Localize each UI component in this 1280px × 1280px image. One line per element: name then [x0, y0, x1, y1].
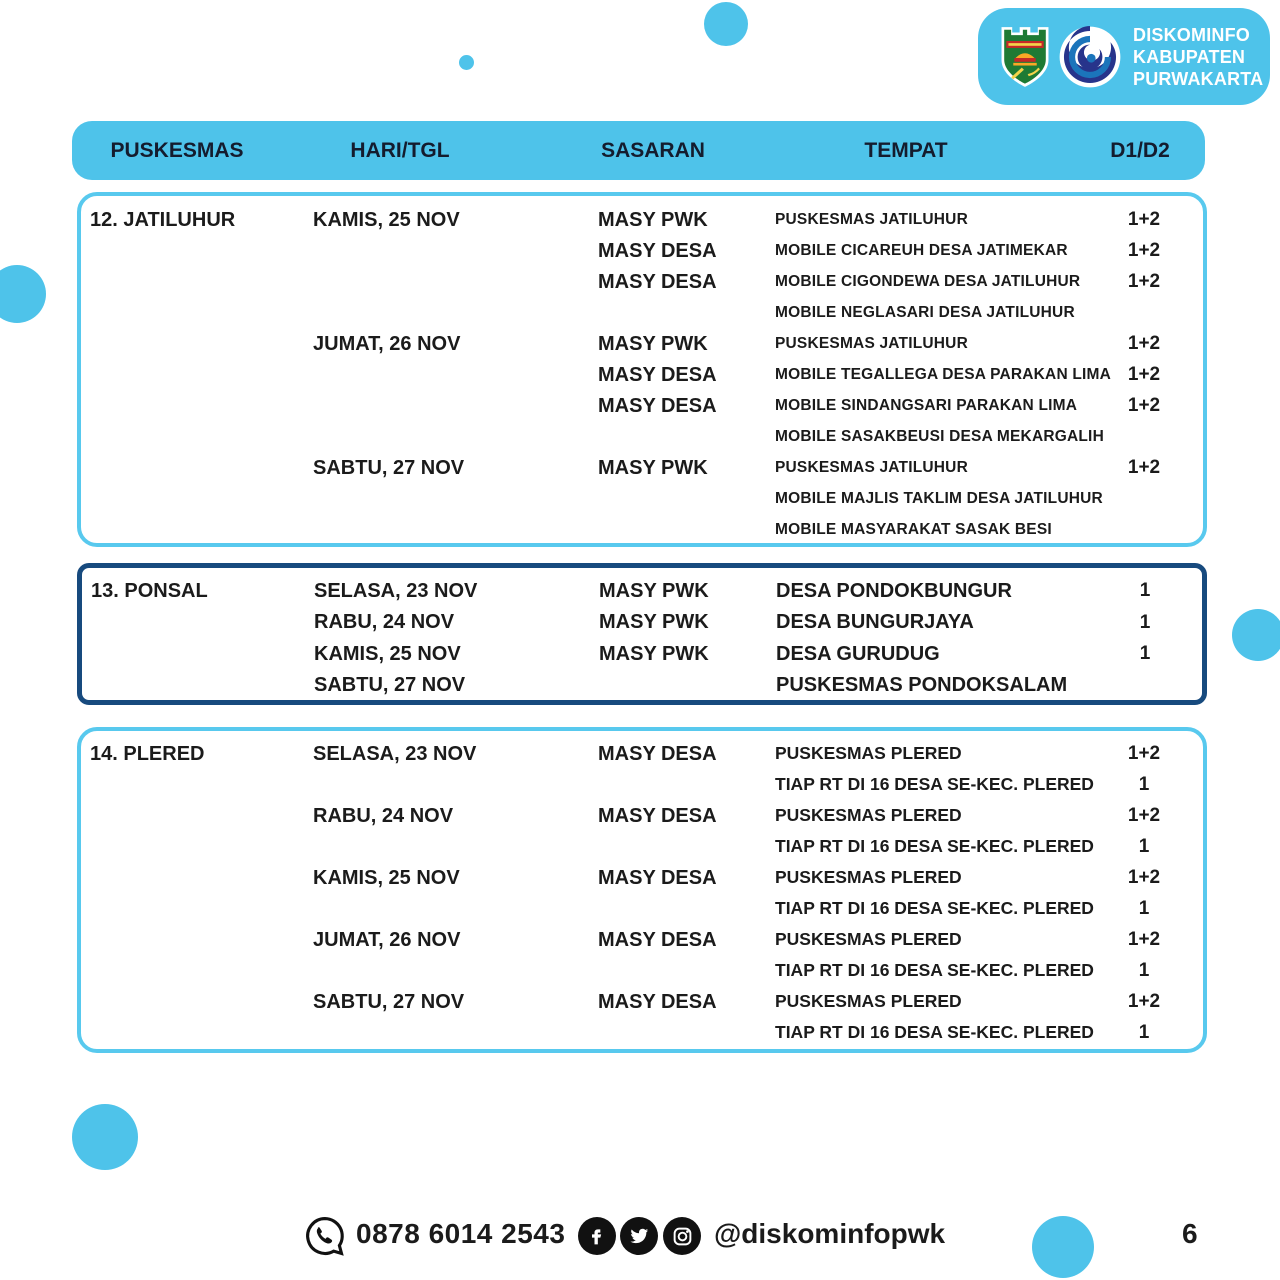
phone-number: 0878 6014 2543 [356, 1218, 566, 1249]
dosis-cell: 1+2 [1127, 364, 1161, 385]
tempat-cell: MOBILE CIGONDEWA DESA JATILUHUR [775, 272, 1081, 290]
hari-tgl-cell: JUMAT, 26 NOV [313, 928, 461, 951]
tempat-cell: TIAP RT DI 16 DESA SE-KEC. PLERED [775, 897, 1094, 918]
tempat-cell: MOBILE MASYARAKAT SASAK BESI [775, 520, 1052, 538]
footer [0, 1210, 1280, 1270]
table-row [82, 575, 1202, 607]
hari-tgl-cell: KAMIS, 25 NOV [313, 866, 460, 889]
dosis-cell: 1+2 [1127, 743, 1161, 764]
sasaran-cell: MASY DESA [598, 363, 717, 386]
column-header-puskesmas: PUSKESMAS [110, 139, 244, 162]
dosis-cell: 1+2 [1127, 805, 1161, 826]
tempat-cell: PUSKESMAS PLERED [775, 990, 962, 1011]
schedule-box-jatiluhur [77, 192, 1207, 547]
table-row [81, 483, 1203, 514]
sasaran-cell: MASY PWK [598, 208, 708, 231]
dosis-cell: 1 [1138, 836, 1150, 857]
tempat-cell: MOBILE MAJLIS TAKLIM DESA JATILUHUR [775, 489, 1103, 507]
table-row [81, 359, 1203, 390]
hari-tgl-cell: KAMIS, 25 NOV [313, 208, 460, 231]
dosis-cell: 1+2 [1127, 991, 1161, 1012]
sasaran-cell: MASY PWK [598, 332, 708, 355]
table-row [81, 738, 1203, 769]
table-row [81, 1017, 1203, 1048]
schedule-box-plered [77, 727, 1207, 1053]
hari-tgl-cell: RABU, 24 NOV [314, 611, 455, 634]
dosis-cell: 1+2 [1127, 209, 1161, 230]
table-row [81, 235, 1203, 266]
table-row [81, 893, 1203, 924]
tempat-cell: PUSKESMAS JATILUHUR [775, 334, 968, 352]
brand-line: KABUPATEN [1133, 46, 1246, 67]
dosis-cell: 1 [1138, 774, 1150, 795]
table-row [81, 390, 1203, 421]
tempat-cell: PUSKESMAS PLERED [775, 742, 962, 763]
table-row [81, 955, 1203, 986]
kominfo-logo-icon [1059, 26, 1121, 88]
column-header-sasaran: SASARAN [601, 139, 705, 162]
dosis-cell: 1 [1138, 1022, 1150, 1043]
hari-tgl-cell: SELASA, 23 NOV [313, 742, 477, 765]
sasaran-cell: MASY DESA [598, 270, 717, 293]
table-row [81, 986, 1203, 1017]
dosis-cell: 1+2 [1127, 240, 1161, 261]
tempat-cell: PUSKESMAS JATILUHUR [775, 458, 968, 476]
sasaran-cell: MASY DESA [598, 394, 717, 417]
schedule-box-ponsal [77, 563, 1207, 705]
table-row [81, 831, 1203, 862]
puskesmas-cell: 12. JATILUHUR [90, 208, 236, 231]
table-row [81, 266, 1203, 297]
hari-tgl-cell: SABTU, 27 NOV [313, 990, 465, 1013]
dosis-cell: 1 [1138, 960, 1150, 981]
table-row [81, 800, 1203, 831]
tempat-cell: MOBILE SASAKBEUSI DESA MEKARGALIH [775, 427, 1104, 445]
decorative-circle [1232, 609, 1280, 661]
dosis-cell: 1 [1139, 580, 1151, 602]
hari-tgl-cell: KAMIS, 25 NOV [314, 642, 461, 665]
tempat-cell: TIAP RT DI 16 DESA SE-KEC. PLERED [775, 1021, 1094, 1042]
dosis-cell: 1+2 [1127, 867, 1161, 888]
sasaran-cell: MASY DESA [598, 742, 717, 765]
tempat-cell: PUSKESMAS JATILUHUR [775, 210, 968, 228]
dosis-cell: 1 [1139, 611, 1151, 633]
tempat-cell: PUSKESMAS PLERED [775, 804, 962, 825]
table-row [82, 670, 1202, 702]
sasaran-cell: MASY DESA [598, 239, 717, 262]
decorative-circle [459, 55, 474, 70]
dosis-cell: 1+2 [1127, 333, 1161, 354]
table-row [81, 514, 1203, 545]
brand-line: PURWAKARTA [1133, 68, 1264, 89]
hari-tgl-cell: SABTU, 27 NOV [314, 674, 466, 697]
puskesmas-cell: 13. PONSAL [91, 579, 208, 602]
brand-logos [998, 25, 1121, 89]
sasaran-cell: MASY PWK [599, 579, 709, 602]
social-handle: @diskominfopwk [714, 1218, 946, 1249]
tempat-cell: DESA BUNGURJAYA [776, 611, 974, 634]
decorative-circle [0, 265, 46, 323]
sasaran-cell: MASY PWK [599, 642, 709, 665]
twitter-icon[interactable] [620, 1217, 658, 1255]
instagram-icon[interactable] [663, 1217, 701, 1255]
dosis-cell: 1+2 [1127, 395, 1161, 416]
tempat-cell: DESA GURUDUG [776, 642, 940, 665]
table-row [82, 638, 1202, 670]
decorative-circle [704, 2, 748, 46]
dosis-cell: 1 [1138, 898, 1150, 919]
tempat-cell: TIAP RT DI 16 DESA SE-KEC. PLERED [775, 773, 1094, 794]
brand-text [1133, 24, 1263, 90]
dosis-cell: 1 [1139, 643, 1151, 665]
table-row [81, 769, 1203, 800]
table-header [72, 121, 1205, 180]
sasaran-cell: MASY DESA [598, 990, 717, 1013]
table-row [81, 421, 1203, 452]
tempat-cell: MOBILE TEGALLEGA DESA PARAKAN LIMA [775, 365, 1112, 383]
tempat-cell: PUSKESMAS PLERED [775, 928, 962, 949]
tempat-cell: TIAP RT DI 16 DESA SE-KEC. PLERED [775, 835, 1094, 856]
brand-line: DISKOMINFO [1133, 24, 1250, 45]
hari-tgl-cell: SELASA, 23 NOV [314, 579, 478, 602]
purwakarta-crest-icon [998, 25, 1052, 89]
sasaran-cell: MASY PWK [598, 456, 708, 479]
table-row [81, 862, 1203, 893]
page-number: 6 [1182, 1218, 1198, 1249]
tempat-cell: TIAP RT DI 16 DESA SE-KEC. PLERED [775, 959, 1094, 980]
tempat-cell: MOBILE CICAREUH DESA JATIMEKAR [775, 241, 1068, 259]
hari-tgl-cell: JUMAT, 26 NOV [313, 332, 461, 355]
dosis-cell: 1+2 [1127, 457, 1161, 478]
column-header-hari-tgl: HARI/TGL [350, 139, 450, 162]
table-row [81, 924, 1203, 955]
tempat-cell: MOBILE NEGLASARI DESA JATILUHUR [775, 303, 1075, 321]
table-row [81, 328, 1203, 359]
table-row [81, 452, 1203, 483]
tempat-cell: DESA PONDOKBUNGUR [776, 579, 1012, 602]
puskesmas-cell: 14. PLERED [90, 742, 205, 765]
hari-tgl-cell: RABU, 24 NOV [313, 804, 454, 827]
sasaran-cell: MASY PWK [599, 611, 709, 634]
hari-tgl-cell: SABTU, 27 NOV [313, 456, 465, 479]
sasaran-cell: MASY DESA [598, 928, 717, 951]
column-header-tempat: TEMPAT [864, 139, 948, 162]
table-row [81, 297, 1203, 328]
decorative-circle [72, 1104, 138, 1170]
dosis-cell: 1+2 [1127, 929, 1161, 950]
column-header-d1d2: D1/D2 [1110, 139, 1170, 162]
dosis-cell: 1+2 [1127, 271, 1161, 292]
sasaran-cell: MASY DESA [598, 804, 717, 827]
brand-badge [978, 8, 1270, 105]
tempat-cell: MOBILE SINDANGSARI PARAKAN LIMA [775, 396, 1078, 414]
table-row [81, 204, 1203, 235]
table-row [82, 607, 1202, 639]
tempat-cell: PUSKESMAS PLERED [775, 866, 962, 887]
whatsapp-icon [303, 1214, 347, 1258]
facebook-icon[interactable] [578, 1217, 616, 1255]
sasaran-cell: MASY DESA [598, 866, 717, 889]
tempat-cell: PUSKESMAS PONDOKSALAM [776, 674, 1068, 697]
